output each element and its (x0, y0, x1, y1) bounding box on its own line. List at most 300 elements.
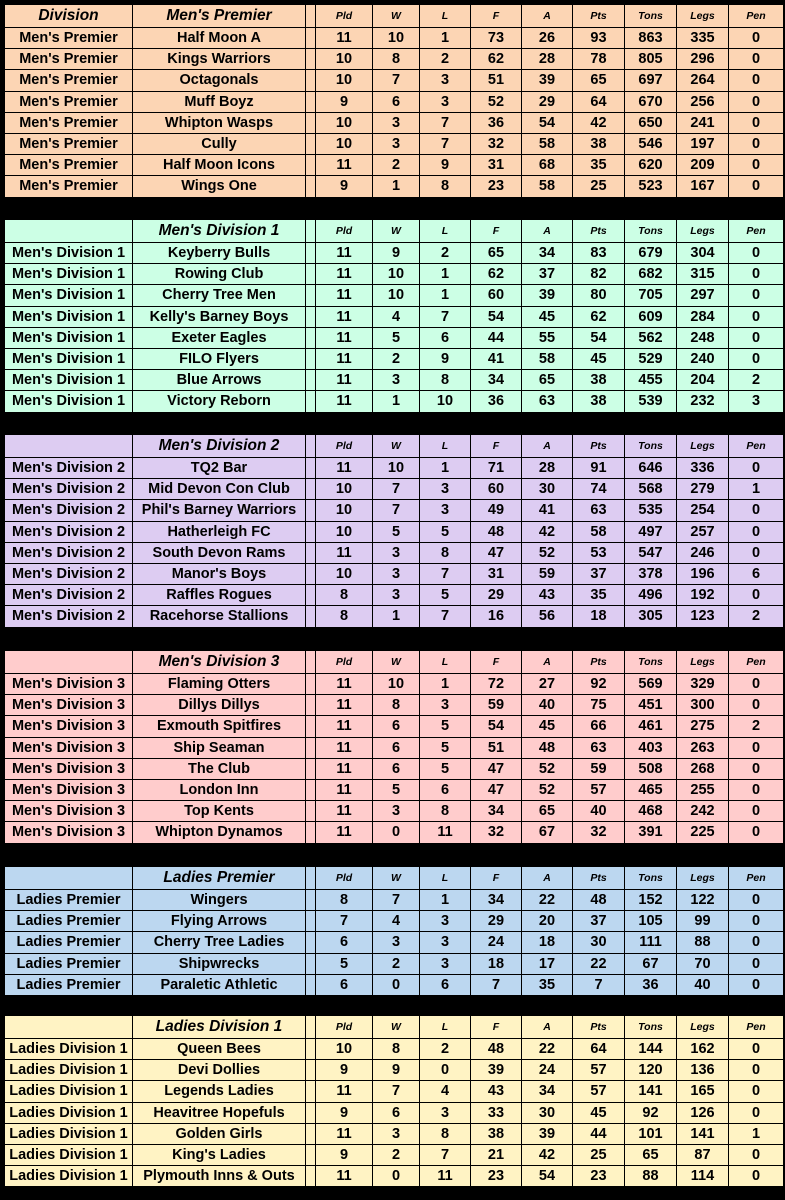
table-row (5, 28, 784, 49)
w-cell: 8 (373, 695, 420, 716)
pts-cell: 18 (573, 606, 625, 627)
l-cell: 6 (420, 327, 471, 348)
team-name-cell: Cherry Tree Ladies (133, 932, 306, 953)
team-name-cell: Flaming Otters (133, 674, 306, 695)
tons-cell: 539 (625, 391, 677, 412)
tons-cell: 451 (625, 695, 677, 716)
division-cell: Ladies Division 1 (5, 1039, 133, 1060)
pld-cell: 11 (316, 801, 373, 822)
division-cell: Men's Division 2 (5, 500, 133, 521)
f-cell: 47 (471, 542, 522, 563)
spacer-cell (306, 890, 316, 911)
w-cell: 3 (373, 801, 420, 822)
pld-cell: 11 (316, 737, 373, 758)
a-cell: 58 (522, 133, 573, 154)
table-row (5, 1060, 784, 1081)
w-cell: 2 (373, 953, 420, 974)
team-name-cell: Keyberry Bulls (133, 243, 306, 264)
division-cell: Men's Division 3 (5, 716, 133, 737)
spacer-cell (306, 133, 316, 154)
tons-cell: 465 (625, 779, 677, 800)
spacer-cell (306, 176, 316, 197)
f-cell: 36 (471, 391, 522, 412)
spacer-cell (306, 932, 316, 953)
table-row (5, 155, 784, 176)
tons-cell: 547 (625, 542, 677, 563)
table-row (5, 953, 784, 974)
team-name-cell: Raffles Rogues (133, 585, 306, 606)
column-header-division: Division (5, 5, 133, 28)
legs-cell: 192 (677, 585, 729, 606)
header-blank-cell (5, 435, 133, 458)
l-cell: 3 (420, 1102, 471, 1123)
f-cell: 59 (471, 695, 522, 716)
team-name-cell: Paraletic Athletic (133, 974, 306, 995)
pld-cell: 11 (316, 264, 373, 285)
pen-cell: 0 (729, 133, 784, 154)
w-cell: 10 (373, 264, 420, 285)
l-cell: 7 (420, 306, 471, 327)
division-cell: Men's Division 1 (5, 370, 133, 391)
f-cell: 49 (471, 500, 522, 521)
column-header-pen: Pen (729, 220, 784, 243)
pld-cell: 11 (316, 1123, 373, 1144)
a-cell: 59 (522, 563, 573, 584)
pen-cell: 0 (729, 779, 784, 800)
team-name-cell: Exeter Eagles (133, 327, 306, 348)
pts-cell: 37 (573, 911, 625, 932)
pen-cell: 2 (729, 606, 784, 627)
a-cell: 18 (522, 932, 573, 953)
pts-cell: 45 (573, 348, 625, 369)
column-header-legs: Legs (677, 867, 729, 890)
l-cell: 7 (420, 563, 471, 584)
pen-cell: 1 (729, 479, 784, 500)
pts-cell: 38 (573, 370, 625, 391)
team-name-cell: Wings One (133, 176, 306, 197)
legs-cell: 275 (677, 716, 729, 737)
pen-cell: 2 (729, 716, 784, 737)
table-row (5, 585, 784, 606)
tons-cell: 523 (625, 176, 677, 197)
tons-cell: 535 (625, 500, 677, 521)
legs-cell: 209 (677, 155, 729, 176)
spacer-cell (306, 479, 316, 500)
team-name-cell: Half Moon A (133, 28, 306, 49)
w-cell: 7 (373, 479, 420, 500)
pen-cell: 0 (729, 176, 784, 197)
table-row (5, 243, 784, 264)
pld-cell: 11 (316, 243, 373, 264)
a-cell: 56 (522, 606, 573, 627)
tons-cell: 455 (625, 370, 677, 391)
division-cell: Men's Division 3 (5, 674, 133, 695)
table-row (5, 911, 784, 932)
a-cell: 52 (522, 758, 573, 779)
pld-cell: 6 (316, 974, 373, 995)
column-header-pld: Pld (316, 220, 373, 243)
l-cell: 8 (420, 801, 471, 822)
f-cell: 60 (471, 285, 522, 306)
pts-cell: 30 (573, 932, 625, 953)
w-cell: 2 (373, 1144, 420, 1165)
spacer-cell (306, 521, 316, 542)
division-cell: Men's Division 2 (5, 542, 133, 563)
pld-cell: 11 (316, 674, 373, 695)
division-cell: Men's Division 2 (5, 563, 133, 584)
f-cell: 47 (471, 779, 522, 800)
legs-cell: 256 (677, 91, 729, 112)
pld-cell: 11 (316, 28, 373, 49)
tons-cell: 403 (625, 737, 677, 758)
pen-cell: 0 (729, 953, 784, 974)
pen-cell: 0 (729, 1060, 784, 1081)
l-cell: 7 (420, 606, 471, 627)
division-cell: Men's Division 2 (5, 521, 133, 542)
legs-cell: 99 (677, 911, 729, 932)
pen-cell: 0 (729, 521, 784, 542)
legs-cell: 40 (677, 974, 729, 995)
table-row (5, 932, 784, 953)
spacer-cell (306, 370, 316, 391)
team-name-cell: Hatherleigh FC (133, 521, 306, 542)
division-cell: Men's Division 2 (5, 606, 133, 627)
spacer-cell (306, 911, 316, 932)
tons-cell: 546 (625, 133, 677, 154)
legs-cell: 123 (677, 606, 729, 627)
legs-cell: 304 (677, 243, 729, 264)
spacer-cell (306, 542, 316, 563)
a-cell: 52 (522, 542, 573, 563)
pts-cell: 59 (573, 758, 625, 779)
a-cell: 40 (522, 695, 573, 716)
pts-cell: 83 (573, 243, 625, 264)
pld-cell: 10 (316, 1039, 373, 1060)
pts-cell: 64 (573, 1039, 625, 1060)
table-row (5, 91, 784, 112)
legs-cell: 279 (677, 479, 729, 500)
tons-cell: 305 (625, 606, 677, 627)
f-cell: 31 (471, 155, 522, 176)
legs-cell: 241 (677, 112, 729, 133)
column-header-tons: Tons (625, 651, 677, 674)
w-cell: 2 (373, 155, 420, 176)
spacer-cell (306, 500, 316, 521)
division-cell: Men's Division 2 (5, 585, 133, 606)
table-row (5, 1166, 784, 1187)
column-header-pen: Pen (729, 1016, 784, 1039)
pld-cell: 9 (316, 1102, 373, 1123)
legs-cell: 126 (677, 1102, 729, 1123)
pen-cell: 0 (729, 327, 784, 348)
table-row (5, 348, 784, 369)
w-cell: 9 (373, 1060, 420, 1081)
division-cell: Ladies Premier (5, 890, 133, 911)
column-header-pen: Pen (729, 435, 784, 458)
team-name-cell: King's Ladies (133, 1144, 306, 1165)
spacer-cell (306, 1102, 316, 1123)
spacer-cell (306, 155, 316, 176)
division-cell: Ladies Premier (5, 911, 133, 932)
pts-cell: 57 (573, 1060, 625, 1081)
a-cell: 34 (522, 243, 573, 264)
f-cell: 60 (471, 479, 522, 500)
f-cell: 38 (471, 1123, 522, 1144)
pld-cell: 11 (316, 458, 373, 479)
table-row (5, 779, 784, 800)
division-cell: Men's Division 2 (5, 479, 133, 500)
w-cell: 6 (373, 91, 420, 112)
tons-cell: 568 (625, 479, 677, 500)
pen-cell: 0 (729, 348, 784, 369)
pen-cell: 0 (729, 1039, 784, 1060)
division-cell: Men's Division 3 (5, 822, 133, 843)
f-cell: 65 (471, 243, 522, 264)
spacer-cell (306, 674, 316, 695)
w-cell: 1 (373, 606, 420, 627)
header-blank-cell (5, 1016, 133, 1039)
pen-cell: 0 (729, 1081, 784, 1102)
a-cell: 17 (522, 953, 573, 974)
division-cell: Men's Premier (5, 91, 133, 112)
a-cell: 43 (522, 585, 573, 606)
division-cell: Men's Premier (5, 49, 133, 70)
pen-cell: 2 (729, 370, 784, 391)
column-header-pts: Pts (573, 1016, 625, 1039)
f-cell: 71 (471, 458, 522, 479)
pts-cell: 82 (573, 264, 625, 285)
pen-cell: 0 (729, 306, 784, 327)
w-cell: 8 (373, 1039, 420, 1060)
column-header-legs: Legs (677, 5, 729, 28)
division-title: Men's Division 2 (133, 435, 306, 458)
table-row (5, 112, 784, 133)
tons-cell: 670 (625, 91, 677, 112)
table-row (5, 264, 784, 285)
pen-cell: 0 (729, 1166, 784, 1187)
pld-cell: 10 (316, 112, 373, 133)
column-header-a: A (522, 651, 573, 674)
tons-cell: 88 (625, 1166, 677, 1187)
table-row (5, 1039, 784, 1060)
l-cell: 1 (420, 28, 471, 49)
f-cell: 34 (471, 801, 522, 822)
a-cell: 24 (522, 1060, 573, 1081)
w-cell: 9 (373, 243, 420, 264)
tons-cell: 101 (625, 1123, 677, 1144)
table-row (5, 974, 784, 995)
w-cell: 6 (373, 737, 420, 758)
team-name-cell: Dillys Dillys (133, 695, 306, 716)
w-cell: 10 (373, 28, 420, 49)
w-cell: 3 (373, 370, 420, 391)
division-cell: Ladies Premier (5, 953, 133, 974)
pld-cell: 11 (316, 285, 373, 306)
spacer-cell (306, 49, 316, 70)
l-cell: 7 (420, 133, 471, 154)
l-cell: 3 (420, 932, 471, 953)
w-cell: 4 (373, 911, 420, 932)
pts-cell: 38 (573, 133, 625, 154)
spacer-cell (306, 327, 316, 348)
division-cell: Men's Division 3 (5, 779, 133, 800)
spacer-cell (306, 348, 316, 369)
spacer-cell (306, 264, 316, 285)
w-cell: 5 (373, 779, 420, 800)
f-cell: 62 (471, 264, 522, 285)
legs-cell: 263 (677, 737, 729, 758)
a-cell: 28 (522, 458, 573, 479)
pen-cell: 0 (729, 758, 784, 779)
a-cell: 22 (522, 1039, 573, 1060)
team-name-cell: Kelly's Barney Boys (133, 306, 306, 327)
column-header-l: L (420, 220, 471, 243)
table-row (5, 890, 784, 911)
a-cell: 65 (522, 801, 573, 822)
l-cell: 1 (420, 285, 471, 306)
column-header-tons: Tons (625, 5, 677, 28)
table-row (5, 327, 784, 348)
l-cell: 8 (420, 542, 471, 563)
l-cell: 9 (420, 348, 471, 369)
header-blank-cell (5, 220, 133, 243)
f-cell: 44 (471, 327, 522, 348)
division-cell: Men's Division 1 (5, 264, 133, 285)
pts-cell: 63 (573, 500, 625, 521)
table-row (5, 133, 784, 154)
spacer-cell (306, 801, 316, 822)
spacer-cell (306, 5, 316, 28)
pts-cell: 23 (573, 1166, 625, 1187)
pts-cell: 42 (573, 112, 625, 133)
spacer-cell (306, 1016, 316, 1039)
a-cell: 29 (522, 91, 573, 112)
division-cell: Men's Premier (5, 176, 133, 197)
pts-cell: 35 (573, 155, 625, 176)
spacer-cell (306, 458, 316, 479)
table-row (5, 1144, 784, 1165)
pts-cell: 91 (573, 458, 625, 479)
team-name-cell: Muff Boyz (133, 91, 306, 112)
w-cell: 3 (373, 563, 420, 584)
team-name-cell: Devi Dollies (133, 1060, 306, 1081)
pts-cell: 7 (573, 974, 625, 995)
team-name-cell: Rowing Club (133, 264, 306, 285)
pld-cell: 11 (316, 779, 373, 800)
table-row (5, 801, 784, 822)
l-cell: 8 (420, 1123, 471, 1144)
team-name-cell: Manor's Boys (133, 563, 306, 584)
f-cell: 23 (471, 1166, 522, 1187)
f-cell: 29 (471, 911, 522, 932)
f-cell: 39 (471, 1060, 522, 1081)
legs-cell: 297 (677, 285, 729, 306)
f-cell: 32 (471, 133, 522, 154)
table-row (5, 1123, 784, 1144)
pen-cell: 0 (729, 28, 784, 49)
table-row (5, 370, 784, 391)
division-cell: Men's Division 1 (5, 306, 133, 327)
l-cell: 11 (420, 822, 471, 843)
division-cell: Men's Division 1 (5, 285, 133, 306)
l-cell: 3 (420, 479, 471, 500)
a-cell: 22 (522, 890, 573, 911)
column-header-f: F (471, 435, 522, 458)
pts-cell: 75 (573, 695, 625, 716)
w-cell: 7 (373, 70, 420, 91)
pts-cell: 93 (573, 28, 625, 49)
pts-cell: 22 (573, 953, 625, 974)
division-table (4, 219, 784, 413)
tons-cell: 144 (625, 1039, 677, 1060)
team-name-cell: Half Moon Icons (133, 155, 306, 176)
pts-cell: 65 (573, 70, 625, 91)
division-cell: Men's Division 1 (5, 348, 133, 369)
pld-cell: 11 (316, 542, 373, 563)
pld-cell: 11 (316, 348, 373, 369)
f-cell: 73 (471, 28, 522, 49)
column-header-f: F (471, 1016, 522, 1039)
a-cell: 26 (522, 28, 573, 49)
f-cell: 36 (471, 112, 522, 133)
pen-cell: 0 (729, 49, 784, 70)
tons-cell: 67 (625, 953, 677, 974)
legs-cell: 122 (677, 890, 729, 911)
table-row (5, 758, 784, 779)
w-cell: 3 (373, 932, 420, 953)
team-name-cell: Wingers (133, 890, 306, 911)
tons-cell: 620 (625, 155, 677, 176)
division-cell: Men's Premier (5, 112, 133, 133)
pen-cell: 0 (729, 155, 784, 176)
legs-cell: 284 (677, 306, 729, 327)
spacer-cell (306, 91, 316, 112)
tons-cell: 697 (625, 70, 677, 91)
pld-cell: 11 (316, 1081, 373, 1102)
spacer-cell (306, 243, 316, 264)
tons-cell: 705 (625, 285, 677, 306)
l-cell: 5 (420, 521, 471, 542)
f-cell: 24 (471, 932, 522, 953)
division-cell: Ladies Division 1 (5, 1081, 133, 1102)
pts-cell: 25 (573, 176, 625, 197)
team-name-cell: Victory Reborn (133, 391, 306, 412)
f-cell: 21 (471, 1144, 522, 1165)
pts-cell: 53 (573, 542, 625, 563)
tons-cell: 569 (625, 674, 677, 695)
pts-cell: 62 (573, 306, 625, 327)
pld-cell: 10 (316, 521, 373, 542)
column-header-l: L (420, 867, 471, 890)
l-cell: 3 (420, 911, 471, 932)
division-header-row (5, 867, 784, 890)
w-cell: 10 (373, 285, 420, 306)
team-name-cell: Flying Arrows (133, 911, 306, 932)
tons-cell: 92 (625, 1102, 677, 1123)
division-cell: Ladies Premier (5, 932, 133, 953)
a-cell: 30 (522, 479, 573, 500)
column-header-legs: Legs (677, 220, 729, 243)
l-cell: 6 (420, 779, 471, 800)
w-cell: 3 (373, 542, 420, 563)
pts-cell: 78 (573, 49, 625, 70)
column-header-w: W (373, 651, 420, 674)
division-cell: Ladies Premier (5, 974, 133, 995)
pld-cell: 10 (316, 479, 373, 500)
pld-cell: 11 (316, 1166, 373, 1187)
l-cell: 2 (420, 49, 471, 70)
pen-cell: 0 (729, 801, 784, 822)
